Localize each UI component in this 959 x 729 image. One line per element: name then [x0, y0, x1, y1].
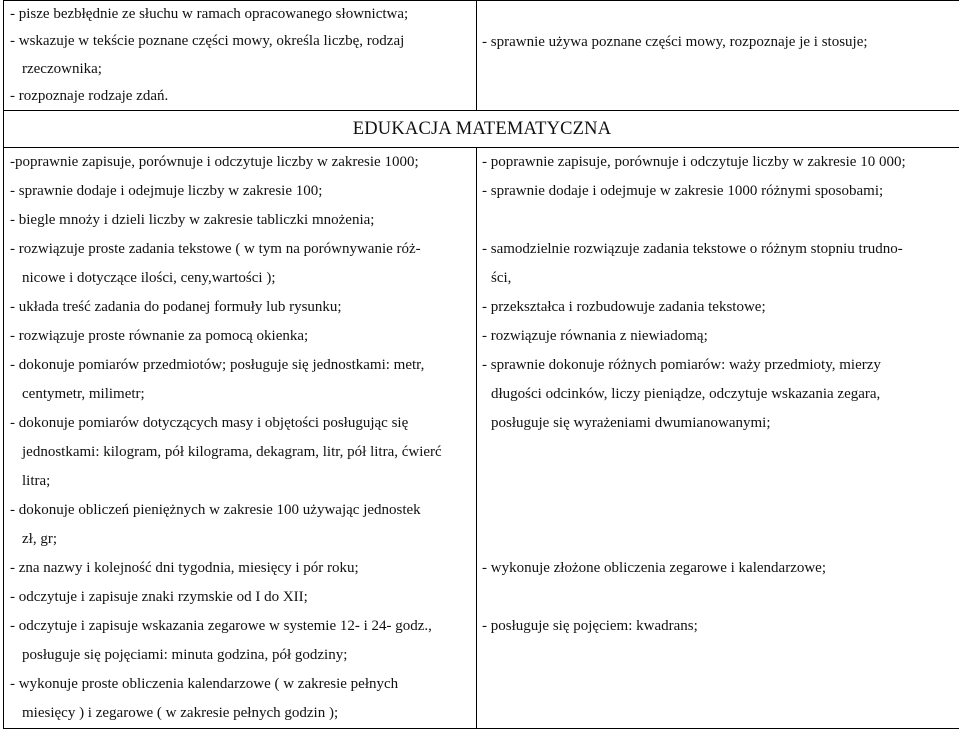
text-line: - dokonuje obliczeń pieniężnych w zakresie 100 używając jednostek: [4, 496, 476, 525]
text-line: - poprawnie zapisuje, porównuje i odczytuje liczby w zakresie 10 000;: [477, 148, 959, 177]
text-line: miesięcy ) i zegarowe ( w zakresie pełnych godzin );: [4, 699, 476, 728]
text-line: posługuje się wyrażeniami dwumianowanymi;: [477, 409, 959, 438]
text-line: [477, 641, 959, 670]
text-line: - sprawnie używa poznane części mowy, rozpoznaje je i stosuje;: [477, 28, 959, 57]
top-left-cell: [4, 1, 477, 111]
top-row: [4, 1, 959, 111]
text-line: - układa treść zadania do podanej formuły lub rysunku;: [4, 293, 476, 322]
text-line: posługuje się pojęciami: minuta godzina, pół godziny;: [4, 641, 476, 670]
text-line: - rozwiązuje proste równanie za pomocą okienka;: [4, 322, 476, 351]
text-line: - zna nazwy i kolejność dni tygodnia, miesięcy i pór roku;: [4, 554, 476, 583]
text-line: centymetr, milimetr;: [4, 380, 476, 409]
text-line: jednostkami: kilogram, pół kilograma, dekagram, litr, pół litra, ćwierć: [4, 438, 476, 467]
section-heading: EDUKACJA MATEMATYCZNA: [4, 111, 959, 148]
text-line: - sprawnie dodaje i odejmuje w zakresie 1000 różnymi sposobami;: [477, 177, 959, 206]
text-line: - rozwiązuje równania z niewiadomą;: [477, 322, 959, 351]
text-line: ści,: [477, 264, 959, 293]
text-line: długości odcinków, liczy pieniądze, odczytuje wskazania zegara,: [477, 380, 959, 409]
text-line: -poprawnie zapisuje, porównuje i odczytuje liczby w zakresie 1000;: [4, 148, 476, 177]
math-right-cell: [477, 148, 959, 729]
math-left-cell: [4, 148, 477, 729]
text-line: - biegle mnoży i dzieli liczby w zakresie tabliczki mnożenia;: [4, 206, 476, 235]
text-line: rzeczownika;: [4, 56, 476, 83]
text-line: - sprawnie dokonuje różnych pomiarów: waży przedmioty, mierzy: [477, 351, 959, 380]
text-line: - przekształca i rozbudowuje zadania tekstowe;: [477, 293, 959, 322]
heading-row: [4, 111, 959, 148]
text-line: - wykonuje proste obliczenia kalendarzowe ( w zakresie pełnych: [4, 670, 476, 699]
math-row: [4, 148, 959, 729]
text-line: - wskazuje w tekście poznane części mowy, określa liczbę, rodzaj: [4, 28, 476, 55]
text-line: litra;: [4, 467, 476, 496]
text-line: - sprawnie dodaje i odejmuje liczby w zakresie 100;: [4, 177, 476, 206]
text-line: - pisze bezbłędnie ze słuchu w ramach opracowanego słownictwa;: [4, 1, 476, 28]
text-line: [477, 525, 959, 554]
text-line: [477, 699, 959, 728]
text-line: - dokonuje pomiarów dotyczących masy i objętości posługując się: [4, 409, 476, 438]
text-line: - posługuje się pojęciem: kwadrans;: [477, 612, 959, 641]
text-line: - dokonuje pomiarów przedmiotów; posługuje się jednostkami: metr,: [4, 351, 476, 380]
top-right-cell: [477, 1, 959, 111]
text-line: - odczytuje i zapisuje wskazania zegarowe w systemie 12- i 24- godz.,: [4, 612, 476, 641]
text-line: [477, 583, 959, 612]
top-left-lines: [4, 1, 476, 110]
text-line: - rozpoznaje rodzaje zdań.: [4, 83, 476, 110]
text-line: [477, 496, 959, 525]
text-line: - samodzielnie rozwiązuje zadania tekstowe o różnym stopniu trudno-: [477, 235, 959, 264]
text-line: [477, 206, 959, 235]
text-line: - odczytuje i zapisuje znaki rzymskie od I do XII;: [4, 583, 476, 612]
text-line: nicowe i dotyczące ilości, ceny,wartości );: [4, 264, 476, 293]
text-line: [477, 438, 959, 467]
curriculum-table: [3, 0, 959, 729]
text-line: zł, gr;: [4, 525, 476, 554]
text-line: - rozwiązuje proste zadania tekstowe ( w tym na porównywanie róż-: [4, 235, 476, 264]
text-line: - wykonuje złożone obliczenia zegarowe i kalendarzowe;: [477, 554, 959, 583]
math-right-lines: [477, 148, 959, 728]
text-line: [477, 467, 959, 496]
math-left-lines: [4, 148, 476, 728]
text-line: [477, 670, 959, 699]
